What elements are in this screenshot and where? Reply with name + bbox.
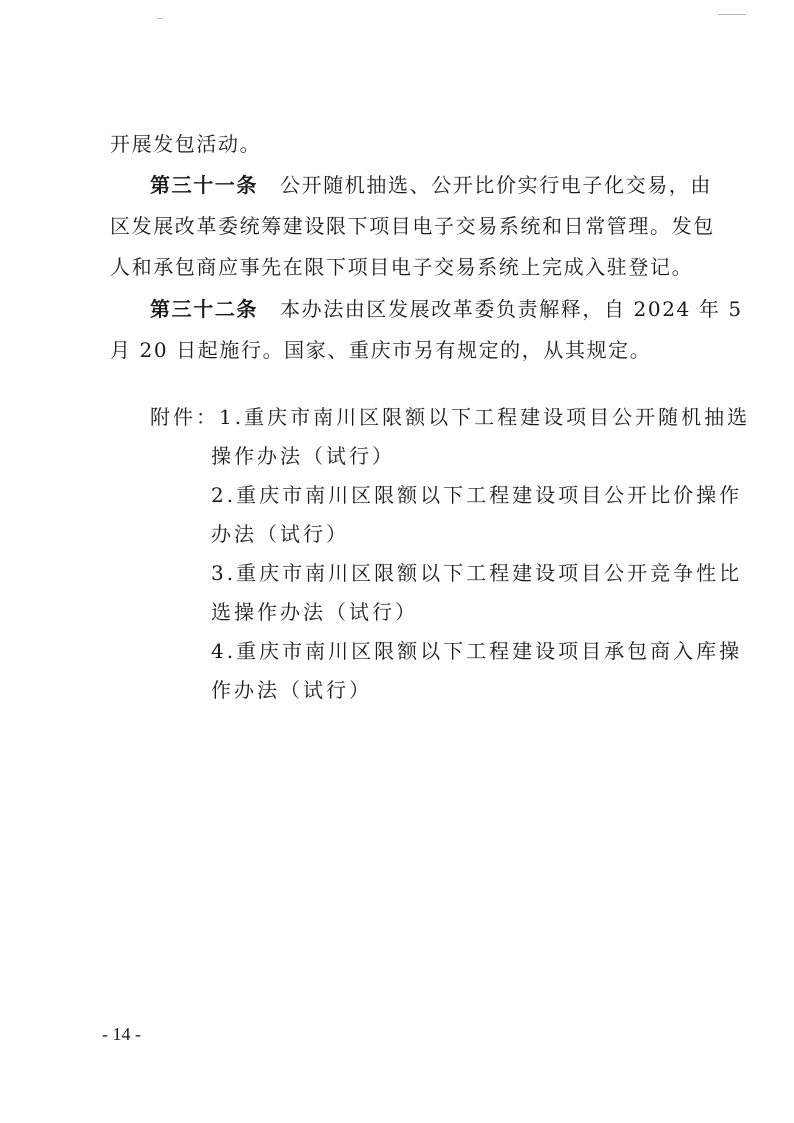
article-32-first-line [150,295,743,323]
continuation-line: 开展发包活动。 [110,132,262,156]
article-31-line: 区发展改革委统筹建设限下项目电子交易系统和日常管理。发包 [110,214,715,238]
attachment-2-first-line: 2.重庆市南川区限额以下工程建设项目公开比价操作 [211,483,743,507]
article-31-line: 人和承包商应事先在限下项目电子交易系统上完成入驻登记。 [110,255,694,279]
attachment-3-first-line: 3.重庆市南川区限额以下工程建设项目公开竞争性比 [211,561,743,585]
article-32-text: 本办法由区发展改革委负责解释，自 2024 年 5 [280,297,743,321]
scan-mark [718,14,746,15]
article-31-first-line [150,171,712,199]
attachment-1-text: 1.重庆市南川区限额以下工程建设项目公开随机抽选 [219,405,751,429]
article-31-number: 第三十一条 [150,173,258,197]
attachment-3-line: 选操作办法（试行） [211,600,418,624]
page-number: - 14 - [102,1024,141,1044]
scan-mark [157,18,163,19]
attachment-1-line: 操作办法（试行） [211,444,395,468]
attachment-4-first-line: 4.重庆市南川区限额以下工程建设项目承包商入库操 [211,639,743,663]
attachment-1-first-line [150,403,750,431]
attachment-4-line: 作办法（试行） [211,678,372,702]
article-32-number: 第三十二条 [150,297,258,321]
article-31-text: 公开随机抽选、公开比价实行电子化交易，由 [280,173,712,197]
article-32-line: 月 20 日起施行。国家、重庆市另有规定的，从其规定。 [110,338,652,362]
attachment-2-line: 办法（试行） [211,522,349,546]
attachments-label: 附件： [150,405,219,429]
